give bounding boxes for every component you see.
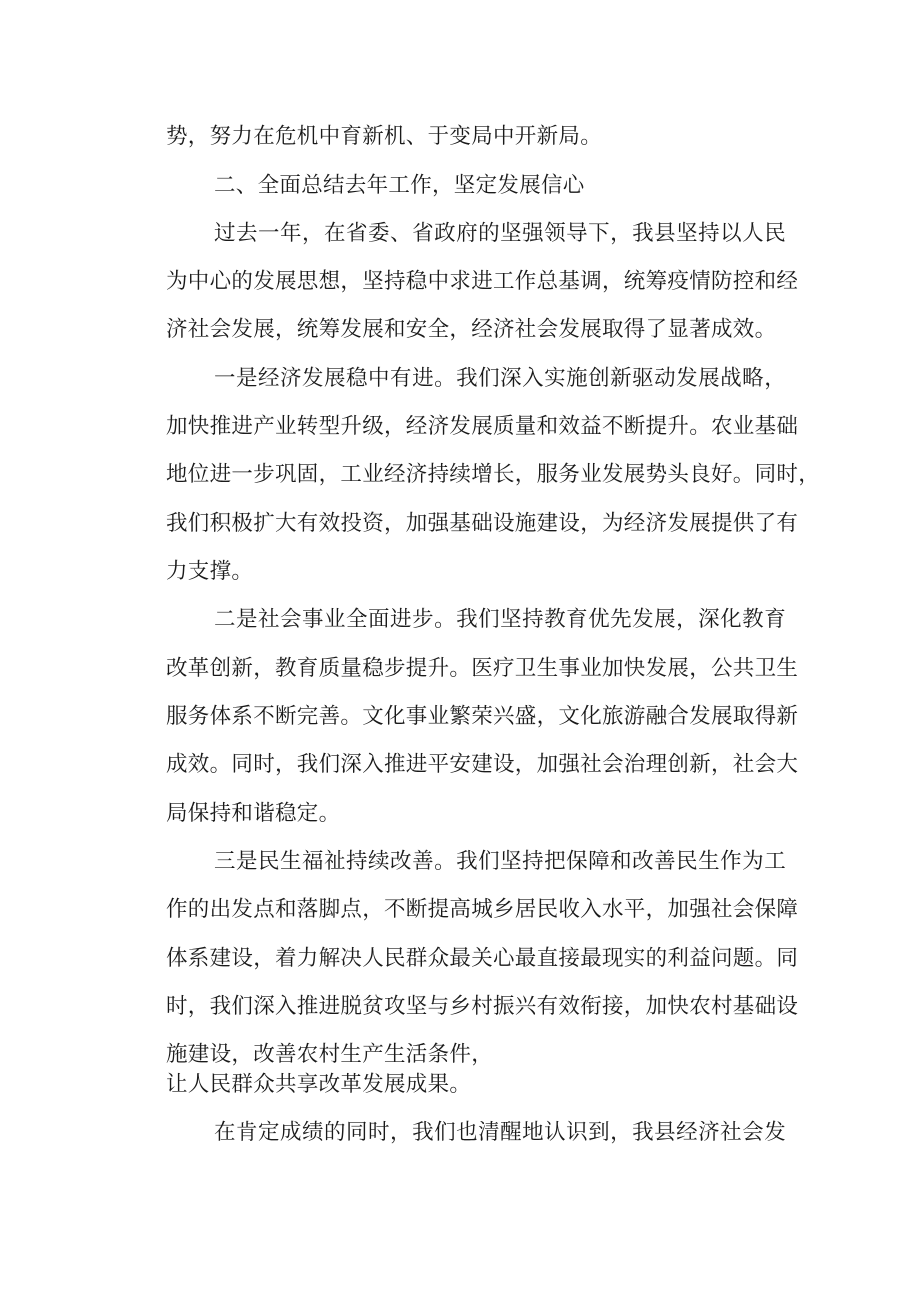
text-line: 我们积极扩大有效投资，加强基础设施建设，为经济发展提供了有 [166, 511, 799, 536]
text-line: 一是经济发展稳中有进。我们深入实施创新驱动发展战略， [214, 366, 786, 391]
text-line: 在肯定成绩的同时，我们也清醒地认识到，我县经济社会发 [214, 1120, 786, 1145]
text-line: 二是社会事业全面进步。我们坚持教育优先发展，深化教育 [214, 607, 786, 632]
text-line: 改革创新，教育质量稳步提升。医疗卫生事业加快发展，公共卫生 [166, 656, 799, 681]
text-line: 地位进一步巩固，工业经济持续增长，服务业发展势头良好。同时， [166, 462, 821, 487]
text-line: 局保持和谐稳定。 [166, 801, 341, 826]
text-line: 济社会发展，统筹发展和安全，经济社会发展取得了显著成效。 [166, 317, 777, 342]
text-line: 加快推进产业转型升级，经济发展质量和效益不断提升。农业基础 [166, 414, 799, 439]
text-line: 势，努力在危机中育新机、于变局中开新局。 [166, 124, 603, 149]
text-line: 力支撑。 [166, 559, 254, 584]
text-line: 服务体系不断完善。文化事业繁荣兴盛，文化旅游融合发展取得新 [166, 704, 799, 729]
text-line: 作的出发点和落脚点，不断提高城乡居民收入水平，加强社会保障 [166, 897, 799, 922]
section-heading: 二、全面总结去年工作，坚定发展信心 [214, 173, 585, 198]
text-line: 三是民生福祉持续改善。我们坚持把保障和改善民生作为工 [214, 849, 786, 874]
text-line: 过去一年，在省委、省政府的坚强领导下，我县坚持以人民 [214, 221, 786, 246]
text-line: 时，我们深入推进脱贫攻坚与乡村振兴有效衔接，加快农村基础设 [166, 994, 799, 1019]
text-line: 成效。同时，我们深入推进平安建设，加强社会治理创新，社会大 [166, 752, 799, 777]
text-line: 为中心的发展思想，坚持稳中求进工作总基调，统筹疫情防控和经 [166, 269, 799, 294]
text-line: 施建设，改善农村生产生活条件， [166, 1042, 494, 1067]
text-line: 体系建设，着力解决人民群众最关心最直接最现实的利益问题。同 [166, 946, 799, 971]
text-line: 让人民群众共享改革发展成果。 [166, 1072, 472, 1097]
